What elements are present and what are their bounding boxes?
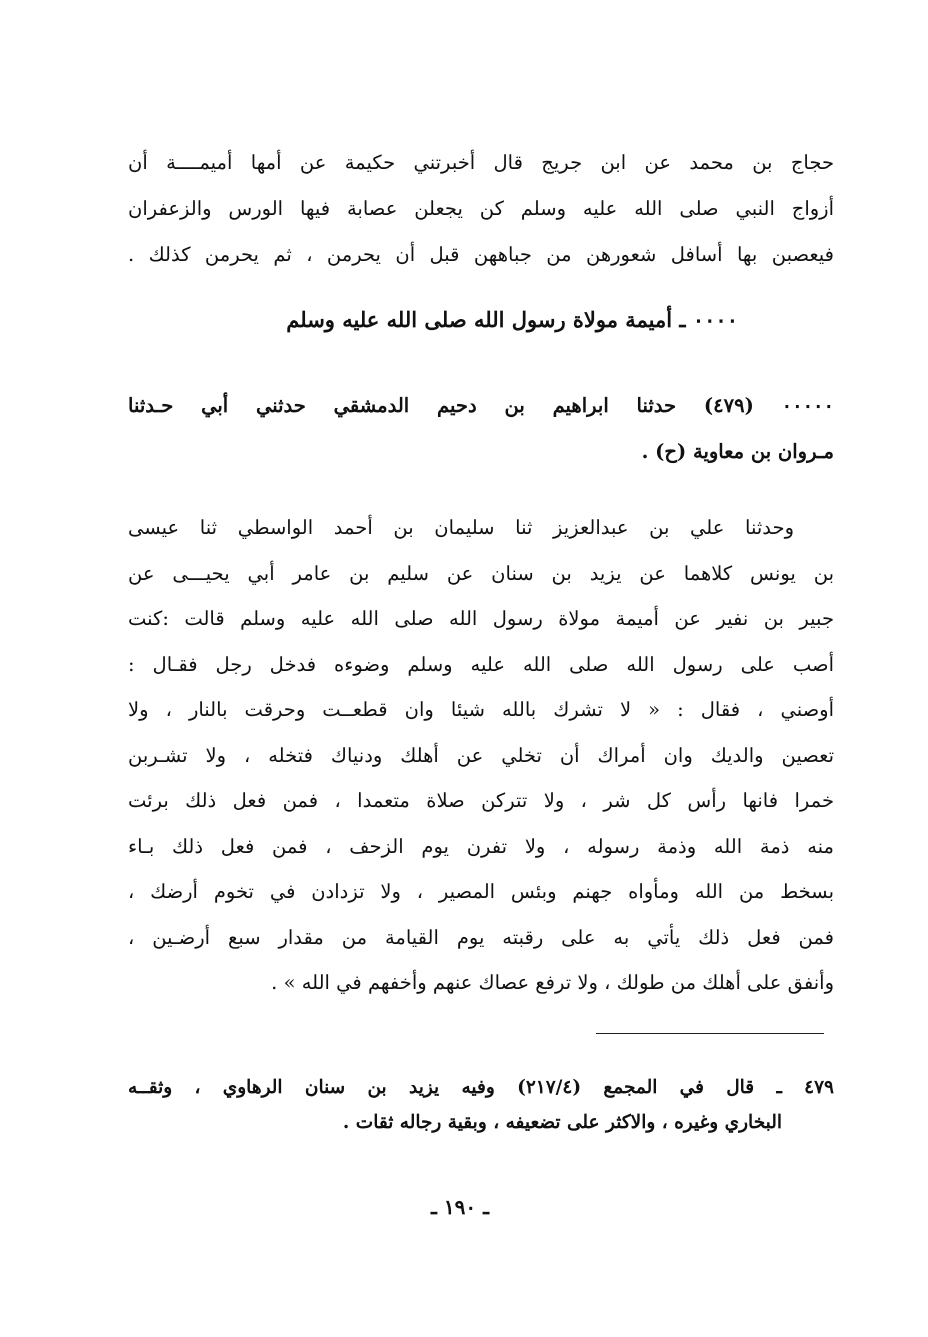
- text-line: خمرا فانها رأس كل شر ، ولا تتركن صلاة متعمدا ، فمن فعل ذلك برئت: [128, 789, 834, 812]
- paragraph-1: [128, 140, 834, 278]
- page-number: ـ ١٩٠ ـ: [431, 1195, 489, 1219]
- footnote: [128, 1070, 834, 1140]
- text-line: ٠٠٠٠٠ (٤٧٩) حدثنا ابراهيم بن دحيم الدمشقي حدثني أبي حـدثنا: [128, 394, 834, 417]
- text-line: مـروان بن معاوية (ح) .: [641, 440, 834, 463]
- text-line: أوصني ، فقال : « لا تشرك بالله شيئا وان قطعــت وحرقت بالنار ، ولا: [128, 698, 834, 721]
- text-line: أصب على رسول الله صلى الله عليه وسلم وضوءه فدخل رجل فقـال :: [128, 652, 834, 676]
- text-line: حجاج بن محمد عن ابن جريج قال أخبرتني حكيمة عن أمها أميمــــة أن: [128, 151, 834, 174]
- paragraph-3: [128, 505, 834, 1006]
- text-line: وأنفق على أهلك من طولك ، ولا ترفع عصاك عنهم وأخفهم في الله » .: [271, 971, 834, 994]
- text-line: بسخط من الله ومأواه جهنم وبئس المصير ، ولا تزدادن في تخوم أرضك ،: [128, 880, 834, 903]
- paragraph-2: [128, 383, 834, 475]
- text-line: وحدثنا علي بن عبدالعزيز ثنا سليمان بن أحمد الواسطي ثنا عيسى: [128, 516, 794, 539]
- text-line: بن يونس كلاهما عن يزيد بن سنان عن سليم بن عامر أبي يحيـــى عن: [128, 561, 834, 585]
- section-heading: ٠٠٠٠ ـ أميمة مولاة رسول الله صلى الله عليه وسلم: [286, 307, 738, 332]
- text-line: فيعصبن بها أسافل شعورهن من جباههن قبل أن يحرمن ، ثم يحرمن كذلك .: [128, 243, 834, 266]
- text-line: تعصين والديك وان أمراك أن تخلي عن أهلك ودنياك فتخله ، ولا تشـربن: [128, 743, 834, 767]
- footnote-line: ٤٧٩ ـ قال في المجمع (٢١٧/٤) وفيه يزيد بن سنان الرهاوي ، وثقــه: [128, 1077, 834, 1098]
- footnote-divider: [596, 1033, 824, 1034]
- text-line: جبير بن نفير عن أميمة مولاة رسول الله صلى الله عليه وسلم قالت :كنت: [128, 607, 834, 630]
- footnote-line: البخاري وغيره ، والاكثر على تضعيفه ، وبقية رجاله ثقات .: [342, 1112, 782, 1133]
- text-line: فمن فعل ذلك يأتي به على رقبته يوم القيامة من مقدار سبع أرضـين ،: [128, 925, 834, 949]
- text-line: أزواج النبي صلى الله عليه وسلم كن يجعلن عصابة فيها الورس والزعفران: [128, 197, 834, 220]
- text-line: منه ذمة الله وذمة رسوله ، ولا تفرن يوم الزحف ، فمن فعل ذلك بـاء: [128, 834, 834, 858]
